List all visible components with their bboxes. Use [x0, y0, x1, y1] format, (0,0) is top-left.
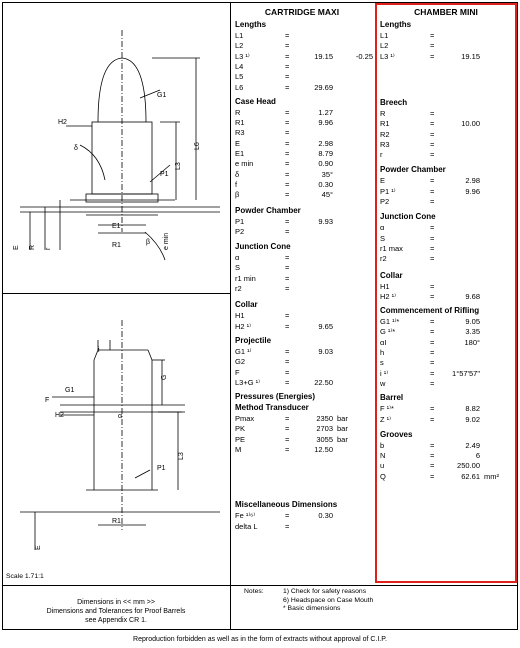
param-equals: = [430, 129, 435, 139]
param-equals: = [285, 159, 290, 169]
param-row [235, 253, 371, 263]
param-equals: = [430, 337, 435, 347]
param-equals: = [430, 281, 435, 291]
param-value: 8.79 [318, 149, 333, 158]
param-equals: = [285, 511, 290, 521]
param-name: H1 [380, 281, 390, 291]
param-equals: = [430, 243, 435, 253]
param-name: L3 ¹⁾ [380, 51, 395, 61]
param-name: PK [235, 424, 246, 434]
param-row [380, 292, 508, 302]
param-equals: = [285, 284, 290, 293]
param-value: 2.98 [318, 138, 333, 148]
param-name: f [235, 179, 238, 189]
param-name: Fe ¹⁾⁶⁾ [235, 511, 256, 521]
label-beta: β [146, 239, 151, 246]
param-row [235, 274, 371, 284]
param-name: M [235, 445, 242, 454]
param-value: 2.49 [465, 440, 480, 450]
param-equals: = [285, 61, 290, 71]
param-row [380, 317, 508, 327]
param-value: 250.00 [457, 461, 480, 471]
param-name: α [380, 223, 385, 233]
param-equals: = [285, 41, 290, 51]
param-name: L1 [235, 31, 244, 40]
param-name: P1 ¹⁾ [380, 186, 396, 196]
param-name: αI [380, 337, 387, 347]
param-value: 2350 [316, 414, 333, 424]
param-row [235, 72, 371, 82]
param-row [380, 348, 508, 358]
section-title: Lengths [380, 20, 412, 29]
param-name: F [235, 367, 240, 377]
bottom-chamber-drawing [20, 320, 220, 550]
param-row [235, 128, 371, 138]
param-equals: = [430, 223, 435, 233]
param-name: S [235, 263, 241, 273]
param-row [380, 234, 508, 244]
param-equals: = [430, 414, 435, 424]
param-row [235, 263, 371, 273]
param-row [235, 83, 371, 93]
param-name: E [235, 138, 241, 148]
param-equals: = [430, 358, 435, 368]
param-equals: = [285, 128, 290, 138]
param-equals: = [430, 197, 435, 206]
param-equals: = [430, 150, 435, 160]
param-row [235, 52, 371, 62]
param-row [380, 244, 508, 254]
param-row [380, 187, 508, 197]
param-name: PE [235, 434, 246, 444]
param-value: 1°57'57" [452, 368, 480, 378]
param-row [235, 445, 371, 455]
param-row [380, 119, 508, 129]
param-value: 9.68 [465, 291, 480, 301]
param-name: i ¹⁾ [380, 368, 389, 378]
param-row [380, 461, 508, 471]
param-equals: = [285, 321, 290, 331]
param-name: H2 ¹⁾ [380, 291, 397, 301]
dimensions-note-line: Dimensions in << mm >> [77, 599, 155, 606]
label-h2-top: H2 [58, 119, 67, 126]
param-row [235, 357, 371, 367]
param-name: P2 [380, 197, 390, 206]
note-item: 1) Check for safety reasons [283, 588, 367, 595]
param-name: Q [380, 471, 386, 481]
param-value: 12.50 [314, 445, 333, 454]
param-name: L1 [380, 31, 389, 40]
param-name: R3 [235, 128, 245, 138]
label-r1-bottom: R1 [112, 518, 121, 525]
param-name: β [235, 190, 240, 200]
param-unit: bar [337, 414, 348, 424]
param-name: r [380, 150, 383, 160]
section-title: Collar [235, 300, 258, 310]
param-row [235, 62, 371, 72]
param-value: 9.02 [465, 414, 480, 424]
param-value: 0.30 [318, 511, 333, 521]
param-name: u [380, 461, 385, 471]
param-value: 0.30 [318, 179, 333, 189]
param-row [380, 41, 508, 51]
param-equals: = [285, 414, 290, 424]
param-name: P2 [235, 226, 245, 236]
param-row [380, 176, 508, 186]
param-row [235, 31, 371, 41]
section-title: Breech [380, 97, 408, 107]
param-value: 19.15 [461, 51, 480, 61]
scale-label: Scale 1.71:1 [6, 573, 44, 580]
param-name: R1 [235, 118, 245, 128]
param-value: 9.05 [465, 317, 480, 327]
param-equals: = [285, 31, 290, 40]
param-equals: = [285, 169, 290, 179]
dimensions-note [2, 598, 230, 625]
param-row [380, 415, 508, 425]
param-name: G ¹⁾* [380, 327, 396, 337]
param-equals: = [430, 327, 435, 337]
param-name: R3 [380, 139, 390, 149]
param-equals: = [285, 311, 290, 321]
param-row [235, 149, 371, 159]
param-name: r2 [235, 284, 242, 293]
param-row [380, 282, 508, 292]
param-row [380, 52, 508, 62]
param-equals: = [430, 254, 435, 264]
param-row [380, 338, 508, 348]
param-name: E1 [235, 149, 245, 158]
param-equals: = [285, 82, 290, 92]
section-title: Grooves [380, 429, 413, 439]
param-row [380, 441, 508, 451]
param-name: b [380, 440, 385, 450]
param-row [380, 379, 508, 389]
section-subtitle: Method Transducer [235, 403, 309, 413]
param-name: r1 max [380, 243, 403, 253]
param-row [380, 31, 508, 41]
param-equals: = [285, 179, 290, 189]
param-value: 22.50 [314, 377, 333, 387]
param-row [235, 424, 371, 434]
param-row [235, 368, 371, 378]
param-row [380, 254, 508, 264]
param-value: 9.96 [465, 186, 480, 196]
param-equals: = [430, 461, 435, 471]
param-equals: = [430, 31, 435, 40]
param-row [380, 358, 508, 368]
param-name: H2 ¹⁾ [235, 321, 252, 331]
param-value: 9.93 [318, 216, 333, 226]
param-row [380, 130, 508, 140]
label-r-small: r [45, 247, 52, 250]
param-value: 9.03 [318, 346, 333, 356]
param-row [235, 159, 371, 169]
section-title: Miscellaneous Dimensions [235, 500, 338, 510]
param-equals: = [285, 226, 290, 236]
section-title: Lengths [235, 20, 267, 29]
param-equals: = [285, 72, 290, 82]
label-p1-top: P1 [160, 171, 169, 178]
param-equals: = [430, 233, 435, 243]
param-equals: = [430, 108, 435, 118]
param-equals: = [430, 440, 435, 450]
param-name: r2 [380, 254, 387, 264]
param-row [380, 472, 508, 482]
param-equals: = [285, 521, 290, 531]
param-row [380, 404, 508, 414]
param-equals: = [285, 346, 290, 356]
param-row [235, 414, 371, 424]
param-equals: = [430, 139, 435, 149]
param-value: 9.96 [318, 118, 333, 128]
param-name: L5 [235, 72, 244, 82]
param-row [235, 41, 371, 51]
param-equals: = [430, 404, 435, 414]
label-l3-top: L3 [175, 162, 182, 170]
label-g1-bottom: G1 [65, 387, 75, 394]
param-name: G2 [235, 357, 246, 367]
param-value: 29.69 [314, 82, 333, 92]
section-title: Case Head [235, 96, 276, 106]
param-equals: = [430, 119, 435, 129]
param-row [235, 190, 371, 200]
label-l6: L6 [194, 142, 201, 150]
param-name: h [380, 348, 385, 357]
param-name: L6 [235, 82, 244, 92]
param-value: 45° [321, 190, 333, 200]
section-title: Powder Chamber [380, 165, 446, 175]
footer-text: Reproduction forbidden as well as in the form of extracts without approval of C.I.P. [133, 636, 387, 643]
param-value: 180° [464, 337, 480, 347]
param-equals: = [285, 51, 290, 61]
param-name: L2 [235, 41, 244, 51]
param-row [380, 369, 508, 379]
param-name: P1 [235, 216, 245, 226]
dimensions-note-line: see Appendix CR 1. [85, 617, 147, 624]
param-equals: = [430, 41, 435, 51]
notes-label: Notes: [244, 588, 264, 595]
label-e-top: E [13, 245, 20, 250]
param-equals: = [430, 368, 435, 378]
param-equals: = [430, 471, 435, 481]
param-row [235, 378, 371, 388]
notes-list [283, 588, 373, 614]
param-equals: = [285, 263, 290, 273]
param-value: 2.98 [465, 176, 480, 186]
param-equals: = [285, 253, 290, 263]
bottom-drawing-labels [35, 347, 185, 550]
param-equals: = [430, 51, 435, 61]
section-title: Powder Chamber [235, 205, 301, 215]
param-row [380, 223, 508, 233]
top-drawing-labels [13, 92, 201, 250]
param-equals: = [285, 273, 290, 283]
label-i: i [98, 347, 100, 354]
section-title: Projectile [235, 335, 272, 345]
label-f: F [45, 397, 50, 404]
param-row [235, 227, 371, 237]
param-name: R [380, 108, 386, 118]
param-unit: mm² [484, 471, 499, 481]
param-equals: = [285, 357, 290, 367]
param-name: R1 [380, 119, 390, 129]
param-value: 2703 [316, 424, 333, 434]
param-row [235, 522, 371, 532]
param-row [235, 435, 371, 445]
param-equals: = [285, 367, 290, 377]
param-equals: = [430, 378, 435, 388]
param-name: Z ¹⁾ [380, 414, 392, 424]
section-title: Barrel [380, 393, 404, 403]
section-title: Junction Cone [235, 242, 291, 252]
section-title: Pressures (Energies) [235, 392, 316, 402]
param-name: G1 ¹⁾* [380, 317, 400, 327]
param-name: s [380, 358, 384, 368]
param-name: w [380, 378, 386, 388]
label-delta: δ [74, 145, 78, 152]
param-equals: = [285, 216, 290, 226]
label-e1: E1 [112, 223, 121, 230]
param-row [235, 322, 371, 332]
param-row [235, 139, 371, 149]
param-value: 6 [475, 451, 480, 461]
param-row [235, 118, 371, 128]
label-h2-bottom: H2 [55, 412, 64, 419]
param-value: 8.82 [465, 404, 480, 414]
param-equals: = [430, 176, 435, 186]
param-name: L2 [380, 41, 389, 51]
param-row [380, 197, 508, 207]
param-row [235, 311, 371, 321]
chamber-mini-header: CHAMBER MINI [414, 7, 478, 17]
label-g: G [161, 374, 168, 380]
param-name: α [235, 253, 240, 263]
param-name: E [380, 176, 386, 186]
param-equals: = [285, 445, 290, 454]
param-value: 10.00 [461, 119, 480, 129]
param-row [235, 511, 371, 521]
section-title: Junction Cone [380, 212, 436, 222]
param-row [235, 347, 371, 357]
param-row [380, 109, 508, 119]
param-name: G1 ¹⁾ [235, 346, 252, 356]
param-equals: = [285, 424, 290, 434]
param-equals: = [285, 107, 290, 117]
param-equals: = [430, 186, 435, 196]
param-value: 9.65 [318, 321, 333, 331]
param-name: δ [235, 169, 240, 179]
param-name: R [235, 107, 241, 117]
param-equals: = [285, 118, 290, 128]
label-g1-top: G1 [157, 92, 167, 99]
param-equals: = [430, 291, 435, 301]
param-value: 1.27 [318, 107, 333, 117]
note-item: * Basic dimensions [283, 605, 341, 612]
label-alpha: α [118, 413, 123, 420]
note-item: 6) Headspace on Case Mouth [283, 596, 374, 604]
param-equals: = [430, 451, 435, 461]
param-unit: bar [337, 434, 348, 444]
param-name: Pmax [235, 414, 255, 424]
section-title: Collar [380, 270, 403, 280]
param-value: 62.61 [461, 471, 480, 481]
param-value: 35° [321, 169, 333, 179]
param-row [235, 170, 371, 180]
param-name: R2 [380, 129, 390, 139]
label-emin: e min [163, 232, 170, 250]
param-name: r1 min [235, 273, 256, 283]
param-row [235, 284, 371, 294]
param-tolerance: -0.25 [355, 51, 373, 61]
param-value: 0.90 [318, 159, 333, 169]
param-row [380, 150, 508, 160]
param-value: 3055 [316, 434, 333, 444]
param-name: H1 [235, 311, 245, 321]
param-row [235, 180, 371, 190]
param-value: 3.35 [465, 327, 480, 337]
param-name: F ¹⁾* [380, 404, 394, 414]
param-equals: = [285, 149, 290, 158]
param-row [380, 140, 508, 150]
param-row [380, 451, 508, 461]
cartridge-maxi-header: CARTRIDGE MAXI [264, 7, 340, 17]
param-name: L3 ¹⁾ [235, 51, 250, 61]
param-value: 19.15 [314, 51, 333, 61]
param-name: L3+G ¹⁾ [235, 377, 260, 387]
param-name: e min [235, 159, 254, 169]
param-equals: = [430, 317, 435, 327]
param-row [380, 327, 508, 337]
label-r1-top: R1 [112, 242, 121, 249]
param-equals: = [285, 377, 290, 387]
label-l3-bottom: L3 [178, 452, 185, 460]
param-name: S [380, 233, 386, 243]
param-equals: = [285, 434, 290, 444]
label-e-bottom: E [35, 545, 42, 550]
param-equals: = [285, 138, 290, 148]
param-unit: bar [337, 424, 348, 434]
param-equals: = [430, 348, 435, 357]
param-equals: = [285, 190, 290, 200]
label-r-top: R [29, 244, 36, 250]
param-row [235, 217, 371, 227]
section-title: Commencement of Rifling [380, 306, 480, 316]
param-row [235, 108, 371, 118]
param-name: N [380, 451, 386, 461]
label-p1-bottom: P1 [157, 465, 166, 472]
param-name: L4 [235, 61, 244, 71]
dimensions-note-line: Dimensions and Tolerances for Proof Barrels [46, 608, 186, 615]
param-name: delta L [235, 521, 258, 531]
